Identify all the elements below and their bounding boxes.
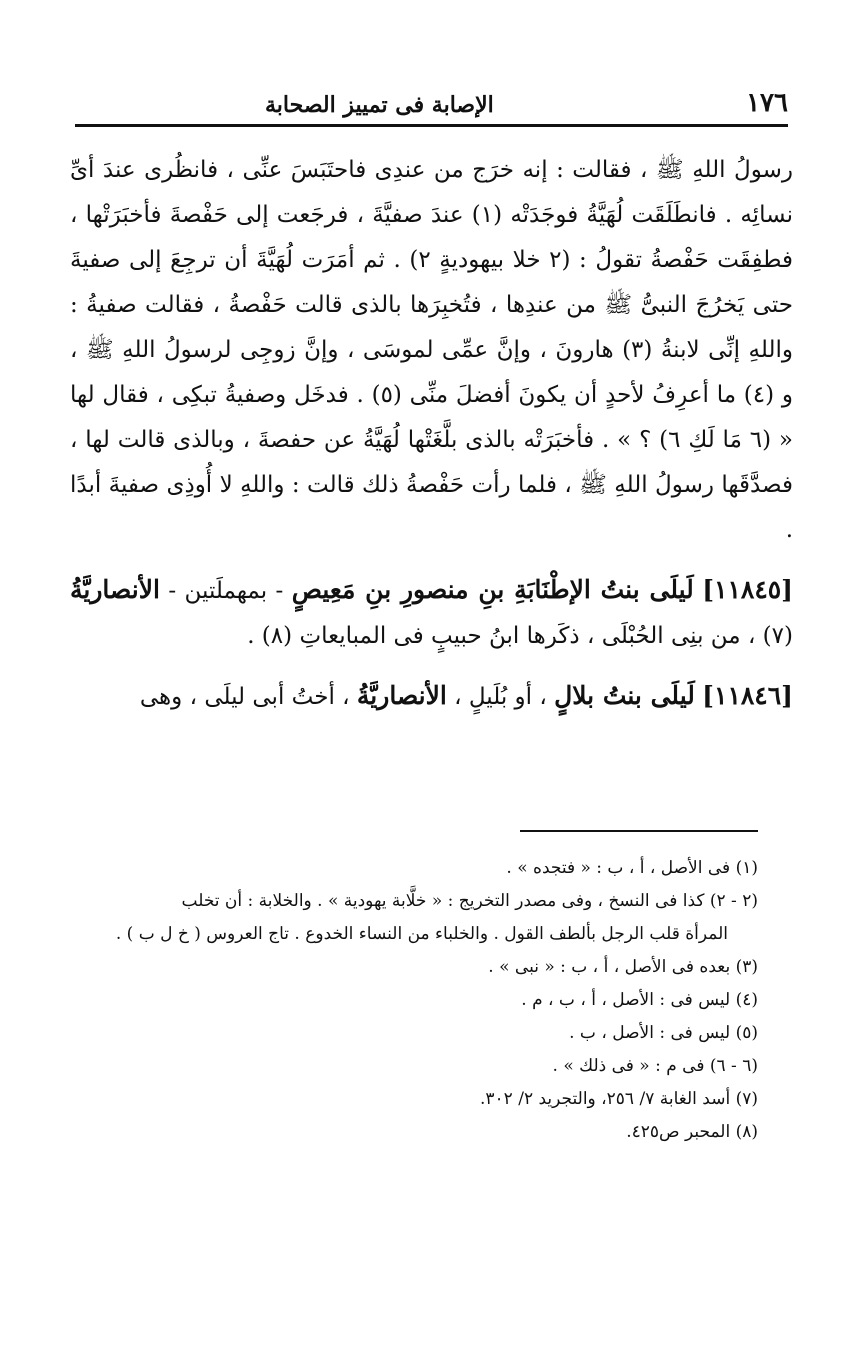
entry-number: [١١٨٤٥]: [702, 575, 794, 604]
footnote: (٧) أسد الغابة ٧/ ٢٥٦، والتجريد ٢/ ٣٠٢.: [480, 1089, 758, 1109]
entry-name: لَيلَى بنتُ الإطْنَابَةِ بنِ منصورِ بنِ مَعِيصٍ: [291, 575, 694, 604]
footnote: (٣) بعده فى الأصل ، أ ، ب : « نبى » .: [488, 957, 758, 977]
entry-number: [١١٨٤٦]: [702, 681, 793, 710]
entry-text: (٧) ، من بنِى الحُبْلَى ، ذكَرها ابنُ حبيبٍ فى المبايعاتِ (٨) .: [247, 623, 793, 649]
footnote: (٦ - ٦) فى م : « فى ذلك » .: [552, 1056, 758, 1076]
running-title: الإصابة فى تمييز الصحابة: [265, 92, 494, 118]
footnote: (٤) ليس فى : الأصل ، أ ، ب ، م .: [521, 990, 758, 1010]
footnote: (١) فى الأصل ، أ ، ب : « فتجده » .: [506, 858, 758, 878]
entry-text: ، أو بُلَيلٍ ،: [446, 684, 555, 710]
main-text: [70, 148, 793, 720]
footnote-divider: [520, 830, 758, 832]
biography-entry-11846: [70, 673, 793, 720]
page-header: [75, 80, 788, 127]
footnote: (٨) المحبر ص٤٢٥.: [626, 1122, 758, 1142]
footnote: (٥) ليس فى : الأصل ، ب .: [569, 1023, 758, 1043]
entry-nisba: الأنصاريَّةُ: [70, 575, 160, 604]
entry-text: ، أختُ أبى ليلَى ، وهى: [139, 684, 357, 710]
entry-name: لَيلَى بنتُ بلالٍ: [554, 681, 695, 710]
entry-text: - بمهملَتين -: [159, 578, 292, 604]
biography-entry-11845: [70, 567, 793, 659]
entry-nisba: الأنصاريَّةُ: [356, 681, 447, 710]
page-number: ١٧٦: [746, 88, 788, 118]
narrative-paragraph: رسولُ اللهِ ﷺ ، فقالت : إنه خرَج من عندِى فاحتَبَسَ عنِّى ، فانظُرى عندَ أىِّ نسائِه . فانطَلَقَت لُهَيَّةُ فوجَدَتْه (١) عندَ صفيَّةَ ، فرجَعت إلى حَفْصةَ فأخبَرَتْها ، فطفِقَت حَفْصةُ تقولُ : (٢ خلا بيهوديةٍ ٢) . ثم أمَرَت لُهَيَّةَ أن ترجِعَ إلى صفيةَ حتى يَخرُجَ النبىُّ ﷺ من عندِها ، فتُخبِرَها بالذى قالت حَفْصةُ ، فقالت صفيةُ : واللهِ إنِّى لابنةُ (٣) هارونَ ، وإنَّ عمِّى لموسَى ، وإنَّ زوجِى لرسولُ اللهِ ﷺ ، و (٤) ما أعرِفُ لأحدٍ أن يكونَ أفضلَ منِّى (٥) . فدخَل وصفيةُ تبكِى ، فقال لها « (٦ مَا لَكِ ٦) ؟ » . فأخبَرَتْه بالذى بلَّغَتْها لُهَيَّةُ عن حفصةَ ، وبالذى قالت لها ، فصدَّقَها رسولُ اللهِ ﷺ ، فلما رأت حَفْصةُ ذلك قالت : واللهِ لا أُوذِى صفيةَ أبدًا .: [70, 157, 794, 543]
footnote: (٢ - ٢) كذا فى النسخ ، وفى مصدر التخريج : « خلَّابة يهودية » . والخلابة : أن تخلب: [181, 891, 758, 911]
footnote-continuation: المرأة قلب الرجل بألطف القول . والخلباء من النساء الخدوع . تاج العروس ( خ ل ب ) .: [115, 924, 728, 944]
footnotes: [70, 852, 758, 1149]
